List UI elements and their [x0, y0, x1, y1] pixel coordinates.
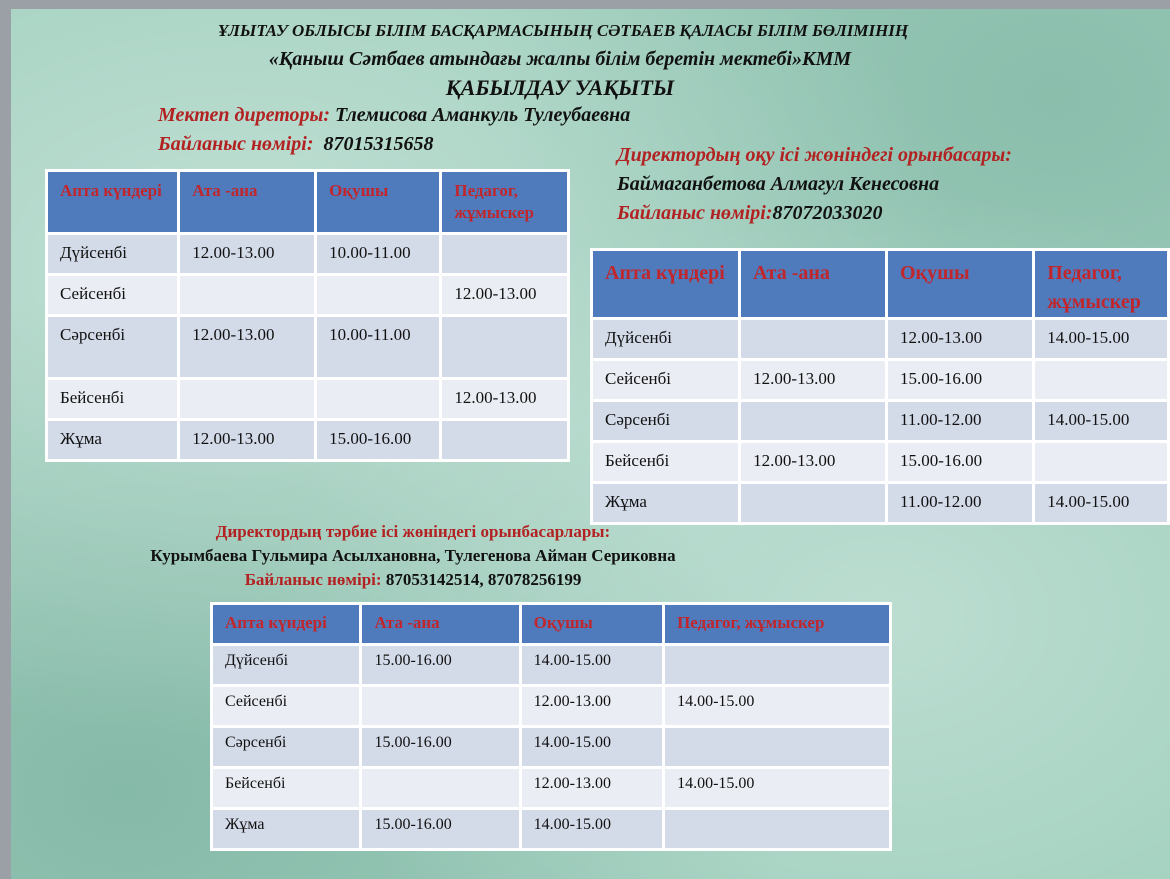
header-line-1: ҰЛЫТАУ ОБЛЫСЫ БІЛІМ БАСҚАРМАСЫНЫҢ СӘТБАЕВ ҚАЛАСЫ БІЛІМ БӨЛІМІНІҢ — [217, 21, 909, 40]
deputy-academic-phone-label: Байланыс нөмірі: — [617, 202, 773, 224]
table-cell: 15.00-16.00 — [886, 360, 1033, 401]
col-header-students: Оқушы — [316, 171, 441, 234]
director-phone: 87015315658 — [323, 133, 434, 155]
col-header-staff: Педагог, жұмыскер — [441, 171, 569, 234]
window-left-border — [0, 0, 11, 879]
table-cell: Сәрсенбі — [212, 727, 361, 768]
table-cell: Бейсенбі — [592, 442, 740, 483]
table-row — [592, 483, 1169, 524]
table-cell: 12.00-13.00 — [179, 316, 316, 379]
table-cell — [316, 379, 441, 420]
table-cell: 11.00-12.00 — [886, 401, 1033, 442]
deputy-academic-role: Директордың оқу ісі жөніндегі орынбасары: — [617, 144, 1012, 166]
col-header-students: Оқушы — [520, 604, 663, 645]
table-cell — [664, 727, 891, 768]
table-cell — [179, 275, 316, 316]
table-cell — [441, 420, 569, 461]
table-cell: 12.00-13.00 — [740, 442, 887, 483]
table-cell: Бейсенбі — [212, 768, 361, 809]
window-top-border — [0, 0, 1170, 9]
table-cell — [361, 768, 520, 809]
table-cell: 10.00-11.00 — [316, 234, 441, 275]
table-row — [47, 275, 569, 316]
table-row — [212, 768, 891, 809]
table-cell — [664, 809, 891, 850]
table-header-row — [47, 171, 569, 234]
table-cell: Дүйсенбі — [592, 319, 740, 360]
table-row — [592, 401, 1169, 442]
deputy-upbringing-phones: 87053142514, 87078256199 — [385, 570, 582, 589]
table-row — [47, 234, 569, 275]
table-row — [212, 727, 891, 768]
table-row — [212, 809, 891, 850]
table-cell: Сейсенбі — [212, 686, 361, 727]
header-line-2: «Қаныш Сәтбаев атындағы жалпы білім беретін мектебі»КММ — [268, 48, 852, 70]
table-cell: 15.00-16.00 — [361, 727, 520, 768]
table-cell — [361, 686, 520, 727]
table-cell: 15.00-16.00 — [361, 645, 520, 686]
col-header-parents: Ата -ана — [179, 171, 316, 234]
table-row — [212, 645, 891, 686]
table-header-row — [592, 250, 1169, 319]
table-cell: 14.00-15.00 — [1034, 401, 1169, 442]
table-cell — [1034, 360, 1169, 401]
table-cell: 14.00-15.00 — [1034, 319, 1169, 360]
col-header-parents: Ата -ана — [740, 250, 887, 319]
table-row — [47, 316, 569, 379]
table-cell: 12.00-13.00 — [441, 379, 569, 420]
table-cell: Дүйсенбі — [47, 234, 179, 275]
table-cell: 10.00-11.00 — [316, 316, 441, 379]
deputy-upbringing-schedule-table — [210, 602, 892, 851]
table-cell — [316, 275, 441, 316]
table-cell — [740, 483, 887, 524]
table-header-row — [212, 604, 891, 645]
col-header-students: Оқушы — [886, 250, 1033, 319]
table-cell: Бейсенбі — [47, 379, 179, 420]
col-header-weekdays: Апта күндері — [212, 604, 361, 645]
deputy-academic-name: Баймаганбетова Алмагул Кенесовна — [617, 173, 940, 195]
deputy-upbringing-phone-label: Байланыс нөмірі: — [244, 570, 382, 589]
col-header-staff: Педагог, жұмыскер — [664, 604, 891, 645]
table-cell: 14.00-15.00 — [664, 768, 891, 809]
table-cell — [179, 379, 316, 420]
table-cell: 12.00-13.00 — [740, 360, 887, 401]
table-row — [592, 360, 1169, 401]
deputy-academic-phone-line — [617, 202, 883, 225]
col-header-parents: Ата -ана — [361, 604, 520, 645]
table-cell: 12.00-13.00 — [886, 319, 1033, 360]
table-cell: 15.00-16.00 — [316, 420, 441, 461]
deputy-upbringing-phone-line — [0, 570, 826, 590]
table-cell — [441, 316, 569, 379]
table-row — [47, 379, 569, 420]
table-cell — [441, 234, 569, 275]
table-cell: 12.00-13.00 — [179, 420, 316, 461]
table-cell: 14.00-15.00 — [520, 645, 663, 686]
table-cell: 14.00-15.00 — [520, 809, 663, 850]
table-cell: Сәрсенбі — [592, 401, 740, 442]
table-cell: 14.00-15.00 — [664, 686, 891, 727]
deputy-academic-schedule-table — [590, 248, 1170, 525]
table-row — [47, 420, 569, 461]
table-cell: 12.00-13.00 — [179, 234, 316, 275]
deputy-upbringing-role: Директордың тәрбие ісі жөніндегі орынбасарлары: — [215, 522, 611, 541]
table-cell: Жұма — [212, 809, 361, 850]
table-cell — [740, 319, 887, 360]
director-name: Тлемисова Аманкуль Тулеубаевна — [335, 104, 631, 126]
table-cell: 15.00-16.00 — [886, 442, 1033, 483]
table-cell — [1034, 442, 1169, 483]
table-cell: Дүйсенбі — [212, 645, 361, 686]
table-cell: Жұма — [47, 420, 179, 461]
col-header-staff: Педагог, жұмыскер — [1034, 250, 1169, 319]
table-row — [592, 319, 1169, 360]
director-phone-line — [158, 133, 434, 156]
table-cell: Жұма — [592, 483, 740, 524]
director-schedule-table — [45, 169, 570, 462]
deputy-upbringing-names: Курымбаева Гульмира Асылхановна, Тулегенова Айман Сериковна — [150, 546, 676, 565]
deputy-academic-phone: 87072033020 — [772, 202, 883, 224]
table-cell — [740, 401, 887, 442]
director-line — [158, 104, 630, 127]
header-title: ҚАБЫЛДАУ УАҚЫТЫ — [445, 75, 675, 100]
table-row — [212, 686, 891, 727]
table-cell — [664, 645, 891, 686]
table-row — [592, 442, 1169, 483]
table-cell: 11.00-12.00 — [886, 483, 1033, 524]
table-cell: 14.00-15.00 — [520, 727, 663, 768]
col-header-weekdays: Апта күндері — [47, 171, 179, 234]
table-cell: Сәрсенбі — [47, 316, 179, 379]
table-cell: 12.00-13.00 — [441, 275, 569, 316]
table-cell: 12.00-13.00 — [520, 686, 663, 727]
director-role-label: Мектеп диреторы: — [158, 104, 331, 126]
col-header-weekdays: Апта күндері — [592, 250, 740, 319]
table-cell: 15.00-16.00 — [361, 809, 520, 850]
table-cell: Сейсенбі — [47, 275, 179, 316]
director-phone-label: Байланыс нөмірі: — [158, 133, 314, 155]
table-cell: Сейсенбі — [592, 360, 740, 401]
table-cell: 14.00-15.00 — [1034, 483, 1169, 524]
table-cell: 12.00-13.00 — [520, 768, 663, 809]
